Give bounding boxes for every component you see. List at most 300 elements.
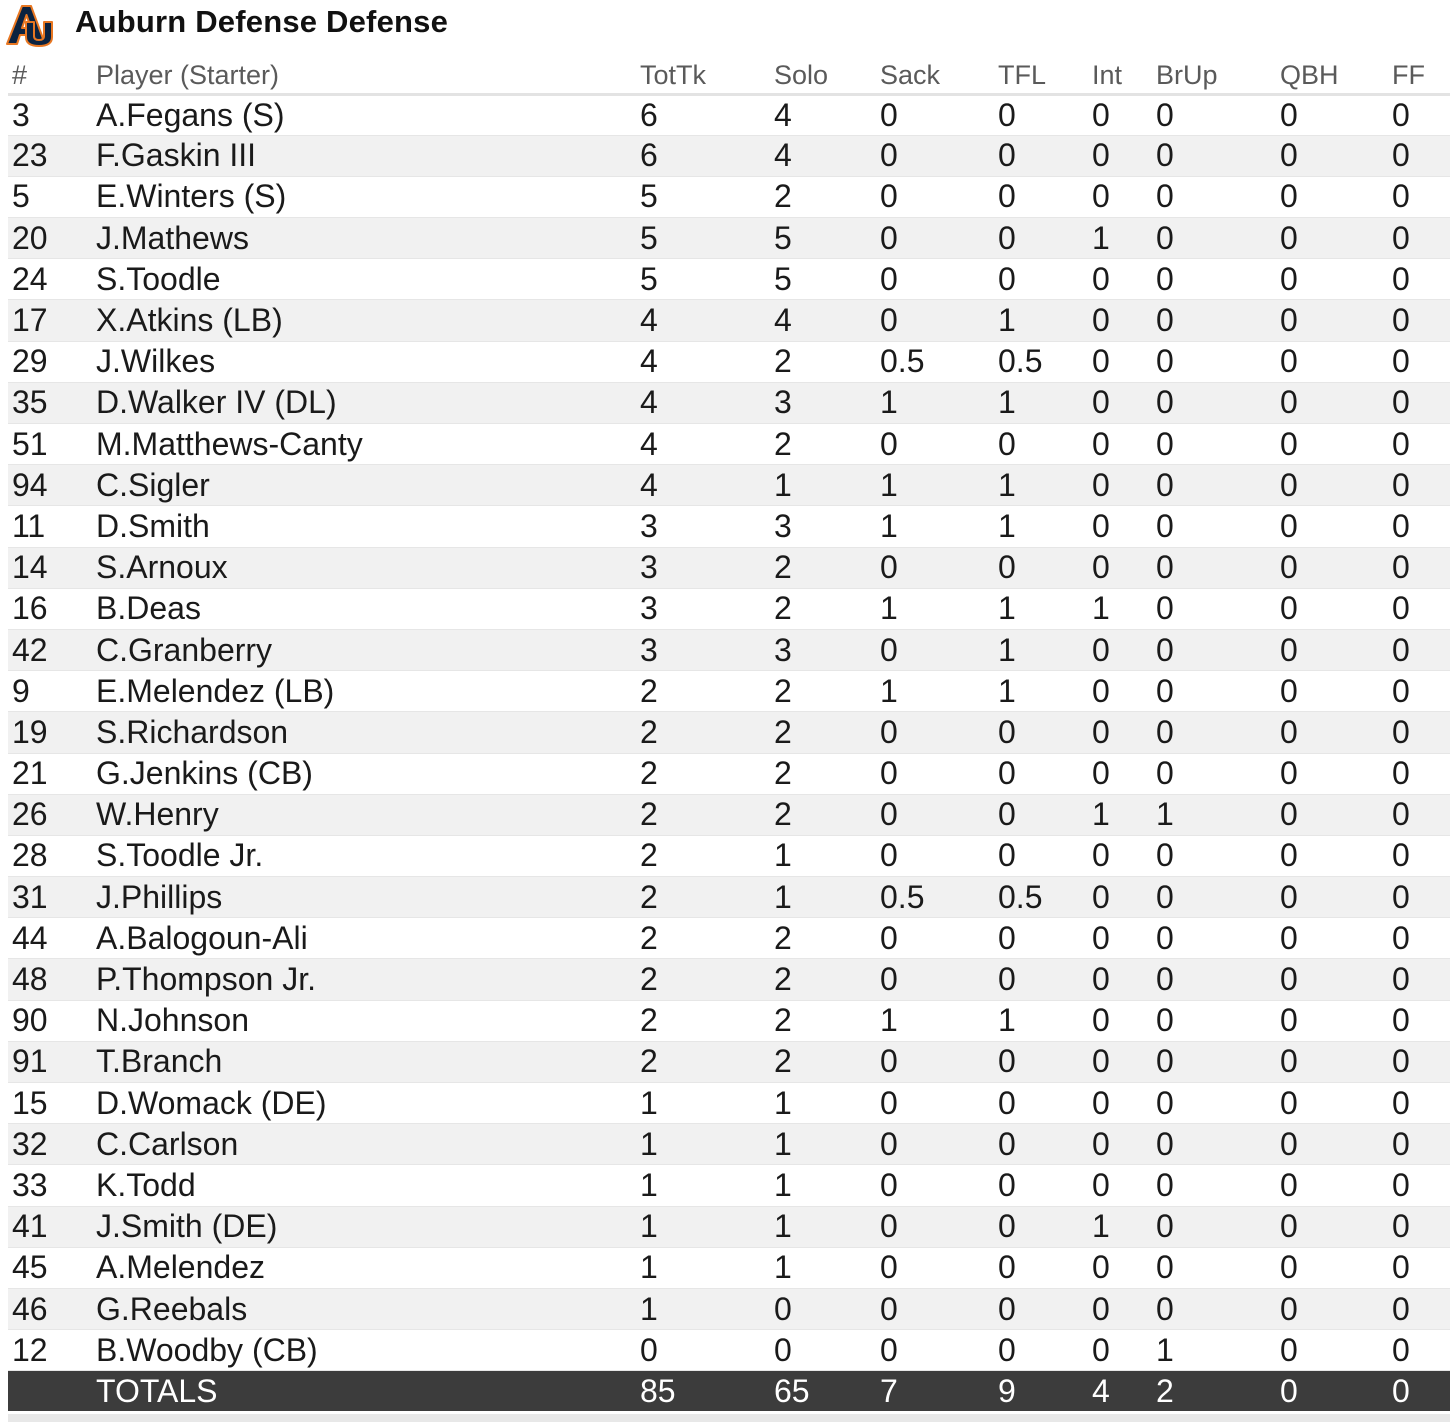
cell-total-tackles: 1 xyxy=(636,1206,770,1247)
table-row xyxy=(8,176,1450,217)
cell-tfl: 0 xyxy=(994,1124,1088,1165)
cell-solo: 5 xyxy=(770,259,876,300)
cell-solo: 3 xyxy=(770,506,876,547)
cell-tfl: 0 xyxy=(994,835,1088,876)
cell-solo: 2 xyxy=(770,1000,876,1041)
cell-int: 0 xyxy=(1088,176,1152,217)
cell-tfl: 0 xyxy=(994,547,1088,588)
cell-number: 46 xyxy=(8,1288,92,1329)
cell-qbh: 0 xyxy=(1276,547,1388,588)
cell-brup: 0 xyxy=(1152,1000,1276,1041)
cell-qbh: 0 xyxy=(1276,506,1388,547)
cell-qbh: 0 xyxy=(1276,300,1388,341)
table-row xyxy=(8,465,1450,506)
cell-int: 0 xyxy=(1088,753,1152,794)
cell-qbh: 0 xyxy=(1276,1206,1388,1247)
cell-qbh: 0 xyxy=(1276,918,1388,959)
cell-total-tackles: 2 xyxy=(636,1000,770,1041)
cell-player: C.Granberry xyxy=(92,629,636,670)
cell-tfl: 1 xyxy=(994,1000,1088,1041)
cell-int: 0 xyxy=(1088,300,1152,341)
cell-solo: 1 xyxy=(770,1083,876,1124)
totals-cell-number xyxy=(8,1371,92,1411)
cell-ff: 0 xyxy=(1388,135,1450,176)
cell-brup: 0 xyxy=(1152,341,1276,382)
cell-solo: 2 xyxy=(770,712,876,753)
cell-sack: 1 xyxy=(876,465,994,506)
cell-tfl: 0 xyxy=(994,1165,1088,1206)
cell-total-tackles: 4 xyxy=(636,300,770,341)
cell-int: 0 xyxy=(1088,547,1152,588)
cell-tfl: 0 xyxy=(994,135,1088,176)
cell-brup: 0 xyxy=(1152,712,1276,753)
cell-ff: 0 xyxy=(1388,259,1450,300)
totals-cell-total-tackles: 85 xyxy=(636,1371,770,1411)
totals-cell-solo: 65 xyxy=(770,1371,876,1411)
table-row xyxy=(8,959,1450,1000)
cell-number: 23 xyxy=(8,135,92,176)
cell-solo: 1 xyxy=(770,1124,876,1165)
cell-number: 19 xyxy=(8,712,92,753)
cell-ff: 0 xyxy=(1388,1288,1450,1329)
cell-number: 48 xyxy=(8,959,92,1000)
cell-int: 0 xyxy=(1088,1247,1152,1288)
cell-brup: 0 xyxy=(1152,465,1276,506)
cell-total-tackles: 3 xyxy=(636,629,770,670)
page-header xyxy=(0,0,1456,50)
cell-tfl: 0 xyxy=(994,1041,1088,1082)
cell-qbh: 0 xyxy=(1276,218,1388,259)
cell-brup: 0 xyxy=(1152,176,1276,217)
cell-total-tackles: 2 xyxy=(636,877,770,918)
cell-tfl: 0 xyxy=(994,1288,1088,1329)
cell-qbh: 0 xyxy=(1276,94,1388,135)
cell-int: 0 xyxy=(1088,1000,1152,1041)
cell-player: A.Fegans (S) xyxy=(92,94,636,135)
cell-ff: 0 xyxy=(1388,1247,1450,1288)
cell-number: 51 xyxy=(8,424,92,465)
cell-sack: 0 xyxy=(876,629,994,670)
cell-number: 16 xyxy=(8,588,92,629)
cell-brup: 0 xyxy=(1152,959,1276,1000)
cell-tfl: 1 xyxy=(994,465,1088,506)
cell-player: A.Melendez xyxy=(92,1247,636,1288)
cell-ff: 0 xyxy=(1388,1000,1450,1041)
table-row xyxy=(8,259,1450,300)
cell-sack: 0 xyxy=(876,1288,994,1329)
cell-number: 42 xyxy=(8,629,92,670)
cell-number: 14 xyxy=(8,547,92,588)
cell-total-tackles: 2 xyxy=(636,671,770,712)
cell-player: K.Todd xyxy=(92,1165,636,1206)
cell-tfl: 0 xyxy=(994,1330,1088,1371)
cell-tfl: 0.5 xyxy=(994,877,1088,918)
table-header-row xyxy=(8,58,1450,94)
cell-player: E.Melendez (LB) xyxy=(92,671,636,712)
cell-total-tackles: 4 xyxy=(636,465,770,506)
cell-sack: 0 xyxy=(876,547,994,588)
column-header-tfl: TFL xyxy=(994,58,1088,94)
column-header-solo: Solo xyxy=(770,58,876,94)
table-row xyxy=(8,1041,1450,1082)
cell-ff: 0 xyxy=(1388,218,1450,259)
cell-qbh: 0 xyxy=(1276,1165,1388,1206)
table-row xyxy=(8,712,1450,753)
cell-int: 1 xyxy=(1088,218,1152,259)
cell-qbh: 0 xyxy=(1276,959,1388,1000)
defense-stats-table xyxy=(8,58,1450,1411)
cell-brup: 0 xyxy=(1152,1041,1276,1082)
cell-solo: 4 xyxy=(770,94,876,135)
table-row xyxy=(8,835,1450,876)
cell-solo: 2 xyxy=(770,424,876,465)
cell-qbh: 0 xyxy=(1276,1124,1388,1165)
cell-qbh: 0 xyxy=(1276,424,1388,465)
table-row xyxy=(8,506,1450,547)
cell-number: 91 xyxy=(8,1041,92,1082)
cell-total-tackles: 5 xyxy=(636,176,770,217)
cell-ff: 0 xyxy=(1388,1083,1450,1124)
cell-player: G.Jenkins (CB) xyxy=(92,753,636,794)
cell-player: J.Phillips xyxy=(92,877,636,918)
cell-total-tackles: 3 xyxy=(636,588,770,629)
cell-int: 0 xyxy=(1088,1083,1152,1124)
cell-player: J.Mathews xyxy=(92,218,636,259)
cell-int: 0 xyxy=(1088,835,1152,876)
table-row xyxy=(8,424,1450,465)
cell-total-tackles: 1 xyxy=(636,1288,770,1329)
cell-tfl: 0 xyxy=(994,753,1088,794)
cell-number: 45 xyxy=(8,1247,92,1288)
cell-qbh: 0 xyxy=(1276,835,1388,876)
cell-solo: 2 xyxy=(770,671,876,712)
table-row xyxy=(8,382,1450,423)
cell-player: B.Woodby (CB) xyxy=(92,1330,636,1371)
cell-brup: 0 xyxy=(1152,218,1276,259)
table-row xyxy=(8,94,1450,135)
cell-solo: 1 xyxy=(770,877,876,918)
cell-brup: 0 xyxy=(1152,94,1276,135)
cell-ff: 0 xyxy=(1388,877,1450,918)
cell-qbh: 0 xyxy=(1276,877,1388,918)
cell-number: 12 xyxy=(8,1330,92,1371)
cell-sack: 0.5 xyxy=(876,877,994,918)
cell-ff: 0 xyxy=(1388,424,1450,465)
cell-player: F.Gaskin III xyxy=(92,135,636,176)
column-header-ff: FF xyxy=(1388,58,1450,94)
cell-ff: 0 xyxy=(1388,300,1450,341)
cell-player: W.Henry xyxy=(92,794,636,835)
cell-solo: 0 xyxy=(770,1330,876,1371)
cell-total-tackles: 6 xyxy=(636,94,770,135)
cell-number: 21 xyxy=(8,753,92,794)
cell-int: 0 xyxy=(1088,259,1152,300)
cell-number: 33 xyxy=(8,1165,92,1206)
cell-sack: 0 xyxy=(876,1083,994,1124)
cell-tfl: 0 xyxy=(994,94,1088,135)
cell-number: 31 xyxy=(8,877,92,918)
column-header-qbh: QBH xyxy=(1276,58,1388,94)
totals-row xyxy=(8,1371,1450,1411)
cell-number: 11 xyxy=(8,506,92,547)
cell-qbh: 0 xyxy=(1276,629,1388,670)
cell-sack: 0 xyxy=(876,300,994,341)
cell-brup: 0 xyxy=(1152,877,1276,918)
cell-sack: 0 xyxy=(876,94,994,135)
cell-player: S.Toodle Jr. xyxy=(92,835,636,876)
cell-number: 32 xyxy=(8,1124,92,1165)
cell-solo: 1 xyxy=(770,465,876,506)
cell-player: A.Balogoun-Ali xyxy=(92,918,636,959)
table-row xyxy=(8,341,1450,382)
cell-brup: 0 xyxy=(1152,135,1276,176)
cell-total-tackles: 4 xyxy=(636,382,770,423)
totals-cell-brup: 2 xyxy=(1152,1371,1276,1411)
table-row xyxy=(8,1330,1450,1371)
cell-int: 0 xyxy=(1088,918,1152,959)
cell-brup: 0 xyxy=(1152,1165,1276,1206)
cell-int: 0 xyxy=(1088,424,1152,465)
cell-tfl: 0 xyxy=(994,959,1088,1000)
cell-brup: 0 xyxy=(1152,1124,1276,1165)
cell-int: 0 xyxy=(1088,712,1152,753)
cell-brup: 1 xyxy=(1152,794,1276,835)
cell-ff: 0 xyxy=(1388,835,1450,876)
totals-cell-sack: 7 xyxy=(876,1371,994,1411)
column-header-sack: Sack xyxy=(876,58,994,94)
cell-number: 9 xyxy=(8,671,92,712)
totals-label: TOTALS xyxy=(92,1371,636,1411)
cell-sack: 0 xyxy=(876,712,994,753)
cell-solo: 3 xyxy=(770,629,876,670)
cell-total-tackles: 3 xyxy=(636,506,770,547)
cell-number: 17 xyxy=(8,300,92,341)
cell-solo: 2 xyxy=(770,918,876,959)
cell-player: P.Thompson Jr. xyxy=(92,959,636,1000)
table-row xyxy=(8,1000,1450,1041)
cell-sack: 0 xyxy=(876,259,994,300)
cell-player: D.Womack (DE) xyxy=(92,1083,636,1124)
cell-ff: 0 xyxy=(1388,506,1450,547)
cell-number: 15 xyxy=(8,1083,92,1124)
cell-tfl: 0.5 xyxy=(994,341,1088,382)
table-row xyxy=(8,300,1450,341)
cell-number: 24 xyxy=(8,259,92,300)
cell-tfl: 0 xyxy=(994,218,1088,259)
cell-total-tackles: 1 xyxy=(636,1083,770,1124)
cell-sack: 1 xyxy=(876,382,994,423)
cell-qbh: 0 xyxy=(1276,1330,1388,1371)
cell-brup: 0 xyxy=(1152,259,1276,300)
cell-number: 94 xyxy=(8,465,92,506)
cell-brup: 0 xyxy=(1152,629,1276,670)
cell-int: 0 xyxy=(1088,1041,1152,1082)
cell-tfl: 0 xyxy=(994,259,1088,300)
cell-player: N.Johnson xyxy=(92,1000,636,1041)
table-row xyxy=(8,218,1450,259)
cell-int: 0 xyxy=(1088,1124,1152,1165)
cell-brup: 0 xyxy=(1152,1247,1276,1288)
cell-total-tackles: 1 xyxy=(636,1247,770,1288)
cell-int: 0 xyxy=(1088,382,1152,423)
cell-player: S.Richardson xyxy=(92,712,636,753)
cell-ff: 0 xyxy=(1388,671,1450,712)
table-row xyxy=(8,1247,1450,1288)
column-header-total-tackles: TotTk xyxy=(636,58,770,94)
cell-sack: 1 xyxy=(876,588,994,629)
cell-total-tackles: 5 xyxy=(636,218,770,259)
cell-brup: 1 xyxy=(1152,1330,1276,1371)
cell-qbh: 0 xyxy=(1276,1041,1388,1082)
cell-total-tackles: 2 xyxy=(636,712,770,753)
table-row xyxy=(8,588,1450,629)
cell-tfl: 1 xyxy=(994,588,1088,629)
cell-int: 0 xyxy=(1088,135,1152,176)
cell-qbh: 0 xyxy=(1276,1000,1388,1041)
cell-ff: 0 xyxy=(1388,629,1450,670)
cell-qbh: 0 xyxy=(1276,1288,1388,1329)
cell-int: 0 xyxy=(1088,959,1152,1000)
cell-player: X.Atkins (LB) xyxy=(92,300,636,341)
cell-int: 0 xyxy=(1088,465,1152,506)
column-header-brup: BrUp xyxy=(1152,58,1276,94)
cell-qbh: 0 xyxy=(1276,465,1388,506)
cell-solo: 2 xyxy=(770,341,876,382)
cell-brup: 0 xyxy=(1152,424,1276,465)
cell-ff: 0 xyxy=(1388,794,1450,835)
cell-tfl: 0 xyxy=(994,1206,1088,1247)
cell-int: 0 xyxy=(1088,1330,1152,1371)
cell-solo: 1 xyxy=(770,1206,876,1247)
cell-brup: 0 xyxy=(1152,300,1276,341)
table-row xyxy=(8,753,1450,794)
column-header-player: Player (Starter) xyxy=(92,58,636,94)
cell-ff: 0 xyxy=(1388,918,1450,959)
cell-sack: 0 xyxy=(876,835,994,876)
cell-sack: 0 xyxy=(876,1206,994,1247)
cell-ff: 0 xyxy=(1388,959,1450,1000)
cell-sack: 1 xyxy=(876,506,994,547)
cell-player: C.Sigler xyxy=(92,465,636,506)
cell-solo: 1 xyxy=(770,835,876,876)
cell-sack: 0 xyxy=(876,176,994,217)
cell-ff: 0 xyxy=(1388,176,1450,217)
cell-int: 1 xyxy=(1088,1206,1152,1247)
cell-solo: 4 xyxy=(770,135,876,176)
cell-brup: 0 xyxy=(1152,1206,1276,1247)
table-row xyxy=(8,1083,1450,1124)
cell-number: 26 xyxy=(8,794,92,835)
cell-brup: 0 xyxy=(1152,671,1276,712)
cell-player: D.Smith xyxy=(92,506,636,547)
cell-brup: 0 xyxy=(1152,547,1276,588)
cell-tfl: 0 xyxy=(994,424,1088,465)
cell-ff: 0 xyxy=(1388,1124,1450,1165)
totals-cell-qbh: 0 xyxy=(1276,1371,1388,1411)
cell-int: 0 xyxy=(1088,506,1152,547)
cell-player: S.Toodle xyxy=(92,259,636,300)
cell-tfl: 0 xyxy=(994,794,1088,835)
cell-qbh: 0 xyxy=(1276,588,1388,629)
cell-number: 29 xyxy=(8,341,92,382)
cell-ff: 0 xyxy=(1388,547,1450,588)
cell-int: 0 xyxy=(1088,1288,1152,1329)
cell-int: 0 xyxy=(1088,671,1152,712)
cell-qbh: 0 xyxy=(1276,176,1388,217)
cell-solo: 2 xyxy=(770,794,876,835)
table-row xyxy=(8,1206,1450,1247)
cell-sack: 0 xyxy=(876,918,994,959)
cell-qbh: 0 xyxy=(1276,712,1388,753)
cell-tfl: 1 xyxy=(994,300,1088,341)
cell-ff: 0 xyxy=(1388,1206,1450,1247)
cell-sack: 0.5 xyxy=(876,341,994,382)
cell-tfl: 1 xyxy=(994,382,1088,423)
cell-solo: 0 xyxy=(770,1288,876,1329)
cell-player: S.Arnoux xyxy=(92,547,636,588)
cell-tfl: 0 xyxy=(994,918,1088,959)
cell-ff: 0 xyxy=(1388,1041,1450,1082)
cell-total-tackles: 0 xyxy=(636,1330,770,1371)
cell-ff: 0 xyxy=(1388,1330,1450,1371)
cell-tfl: 0 xyxy=(994,1247,1088,1288)
cell-tfl: 0 xyxy=(994,712,1088,753)
cell-total-tackles: 4 xyxy=(636,424,770,465)
cell-solo: 5 xyxy=(770,218,876,259)
cell-sack: 1 xyxy=(876,1000,994,1041)
cell-total-tackles: 6 xyxy=(636,135,770,176)
cell-sack: 0 xyxy=(876,1247,994,1288)
table-row xyxy=(8,918,1450,959)
totals-cell-int: 4 xyxy=(1088,1371,1152,1411)
cell-total-tackles: 3 xyxy=(636,547,770,588)
table-row xyxy=(8,671,1450,712)
cell-total-tackles: 2 xyxy=(636,1041,770,1082)
table-row xyxy=(8,1165,1450,1206)
cell-player: M.Matthews-Canty xyxy=(92,424,636,465)
cell-ff: 0 xyxy=(1388,382,1450,423)
cell-player: E.Winters (S) xyxy=(92,176,636,217)
cell-solo: 2 xyxy=(770,1041,876,1082)
table-row xyxy=(8,794,1450,835)
cell-player: G.Reebals xyxy=(92,1288,636,1329)
cell-number: 3 xyxy=(8,94,92,135)
cell-solo: 2 xyxy=(770,753,876,794)
cell-int: 0 xyxy=(1088,629,1152,670)
totals-cell-tfl: 9 xyxy=(994,1371,1088,1411)
cell-number: 90 xyxy=(8,1000,92,1041)
cell-int: 1 xyxy=(1088,588,1152,629)
cell-sack: 1 xyxy=(876,671,994,712)
cell-ff: 0 xyxy=(1388,1165,1450,1206)
cell-brup: 0 xyxy=(1152,835,1276,876)
table-body xyxy=(8,94,1450,1371)
cell-tfl: 1 xyxy=(994,671,1088,712)
cell-sack: 0 xyxy=(876,218,994,259)
cell-number: 35 xyxy=(8,382,92,423)
cell-total-tackles: 1 xyxy=(636,1124,770,1165)
cell-ff: 0 xyxy=(1388,588,1450,629)
cell-number: 44 xyxy=(8,918,92,959)
cell-brup: 0 xyxy=(1152,382,1276,423)
cell-qbh: 0 xyxy=(1276,671,1388,712)
cell-int: 0 xyxy=(1088,341,1152,382)
cell-tfl: 1 xyxy=(994,506,1088,547)
cell-sack: 0 xyxy=(876,1124,994,1165)
cell-total-tackles: 2 xyxy=(636,835,770,876)
cell-ff: 0 xyxy=(1388,465,1450,506)
cell-total-tackles: 2 xyxy=(636,918,770,959)
